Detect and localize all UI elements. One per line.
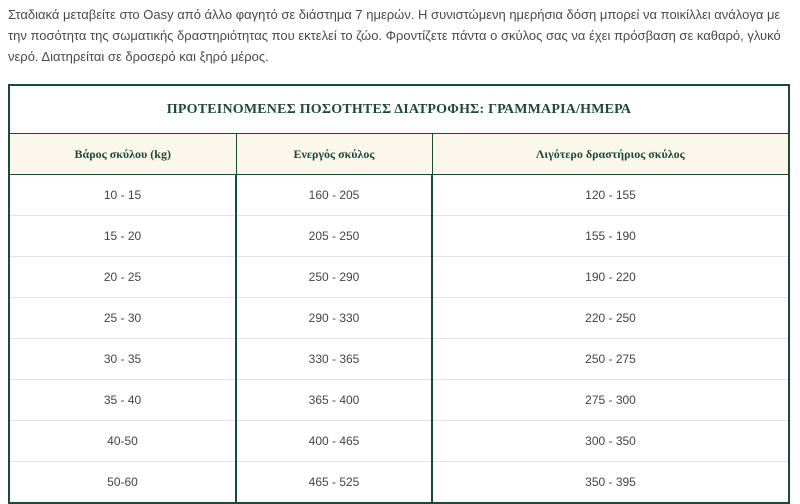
cell-active: 365 - 400 — [236, 380, 432, 421]
cell-active: 290 - 330 — [236, 298, 432, 339]
table-header-row — [9, 134, 789, 175]
intro-paragraph: Σταδιακά μεταβείτε στο Oasy από άλλο φαγητό σε διάστημα 7 ημερών. Η συνιστώμενη ημερήσια δόση μπορεί να ποικίλλει ανάλογα με την ποσότητα της σωματικής δραστηριότητας που εκτελεί το ζώο. Φροντίζετε πάντα ο σκύλος σας να έχει πρόσβαση σε καθαρό, γλυκό νερό. Διατηρείται σε δροσερό και ξηρό μέρος. — [8, 7, 781, 64]
table-row — [9, 175, 789, 216]
header-active-dog: Ενεργός σκύλος — [236, 134, 432, 175]
cell-active: 205 - 250 — [236, 216, 432, 257]
header-less-active-dog: Λιγότερο δραστήριος σκύλος — [432, 134, 789, 175]
cell-less-active: 220 - 250 — [432, 298, 789, 339]
cell-less-active: 300 - 350 — [432, 421, 789, 462]
cell-less-active: 275 - 300 — [432, 380, 789, 421]
header-dog-weight: Βάρος σκύλου (kg) — [9, 134, 236, 175]
table-row — [9, 339, 789, 380]
cell-weight: 10 - 15 — [9, 175, 236, 216]
table-row — [9, 421, 789, 462]
cell-less-active: 350 - 395 — [432, 462, 789, 504]
cell-weight: 25 - 30 — [9, 298, 236, 339]
cell-active: 400 - 465 — [236, 421, 432, 462]
table-title-row — [9, 85, 789, 134]
cell-less-active: 155 - 190 — [432, 216, 789, 257]
feeding-table — [8, 84, 790, 504]
cell-weight: 20 - 25 — [9, 257, 236, 298]
cell-active: 465 - 525 — [236, 462, 432, 504]
cell-less-active: 120 - 155 — [432, 175, 789, 216]
table-title: ΠΡΟΤΕΙΝΟΜΕΝΕΣ ΠΟΣΟΤΗΤΕΣ ΔΙΑΤΡΟΦΗΣ: ΓΡΑΜΜΑΡΙΑ/ΗΜΕΡΑ — [9, 85, 789, 134]
cell-less-active: 190 - 220 — [432, 257, 789, 298]
table-row — [9, 216, 789, 257]
cell-active: 330 - 365 — [236, 339, 432, 380]
cell-active: 160 - 205 — [236, 175, 432, 216]
table-row — [9, 257, 789, 298]
cell-less-active: 250 - 275 — [432, 339, 789, 380]
table-row — [9, 462, 789, 504]
cell-weight: 50-60 — [9, 462, 236, 504]
cell-active: 250 - 290 — [236, 257, 432, 298]
cell-weight: 40-50 — [9, 421, 236, 462]
cell-weight: 30 - 35 — [9, 339, 236, 380]
cell-weight: 15 - 20 — [9, 216, 236, 257]
cell-weight: 35 - 40 — [9, 380, 236, 421]
table-row — [9, 298, 789, 339]
table-row — [9, 380, 789, 421]
